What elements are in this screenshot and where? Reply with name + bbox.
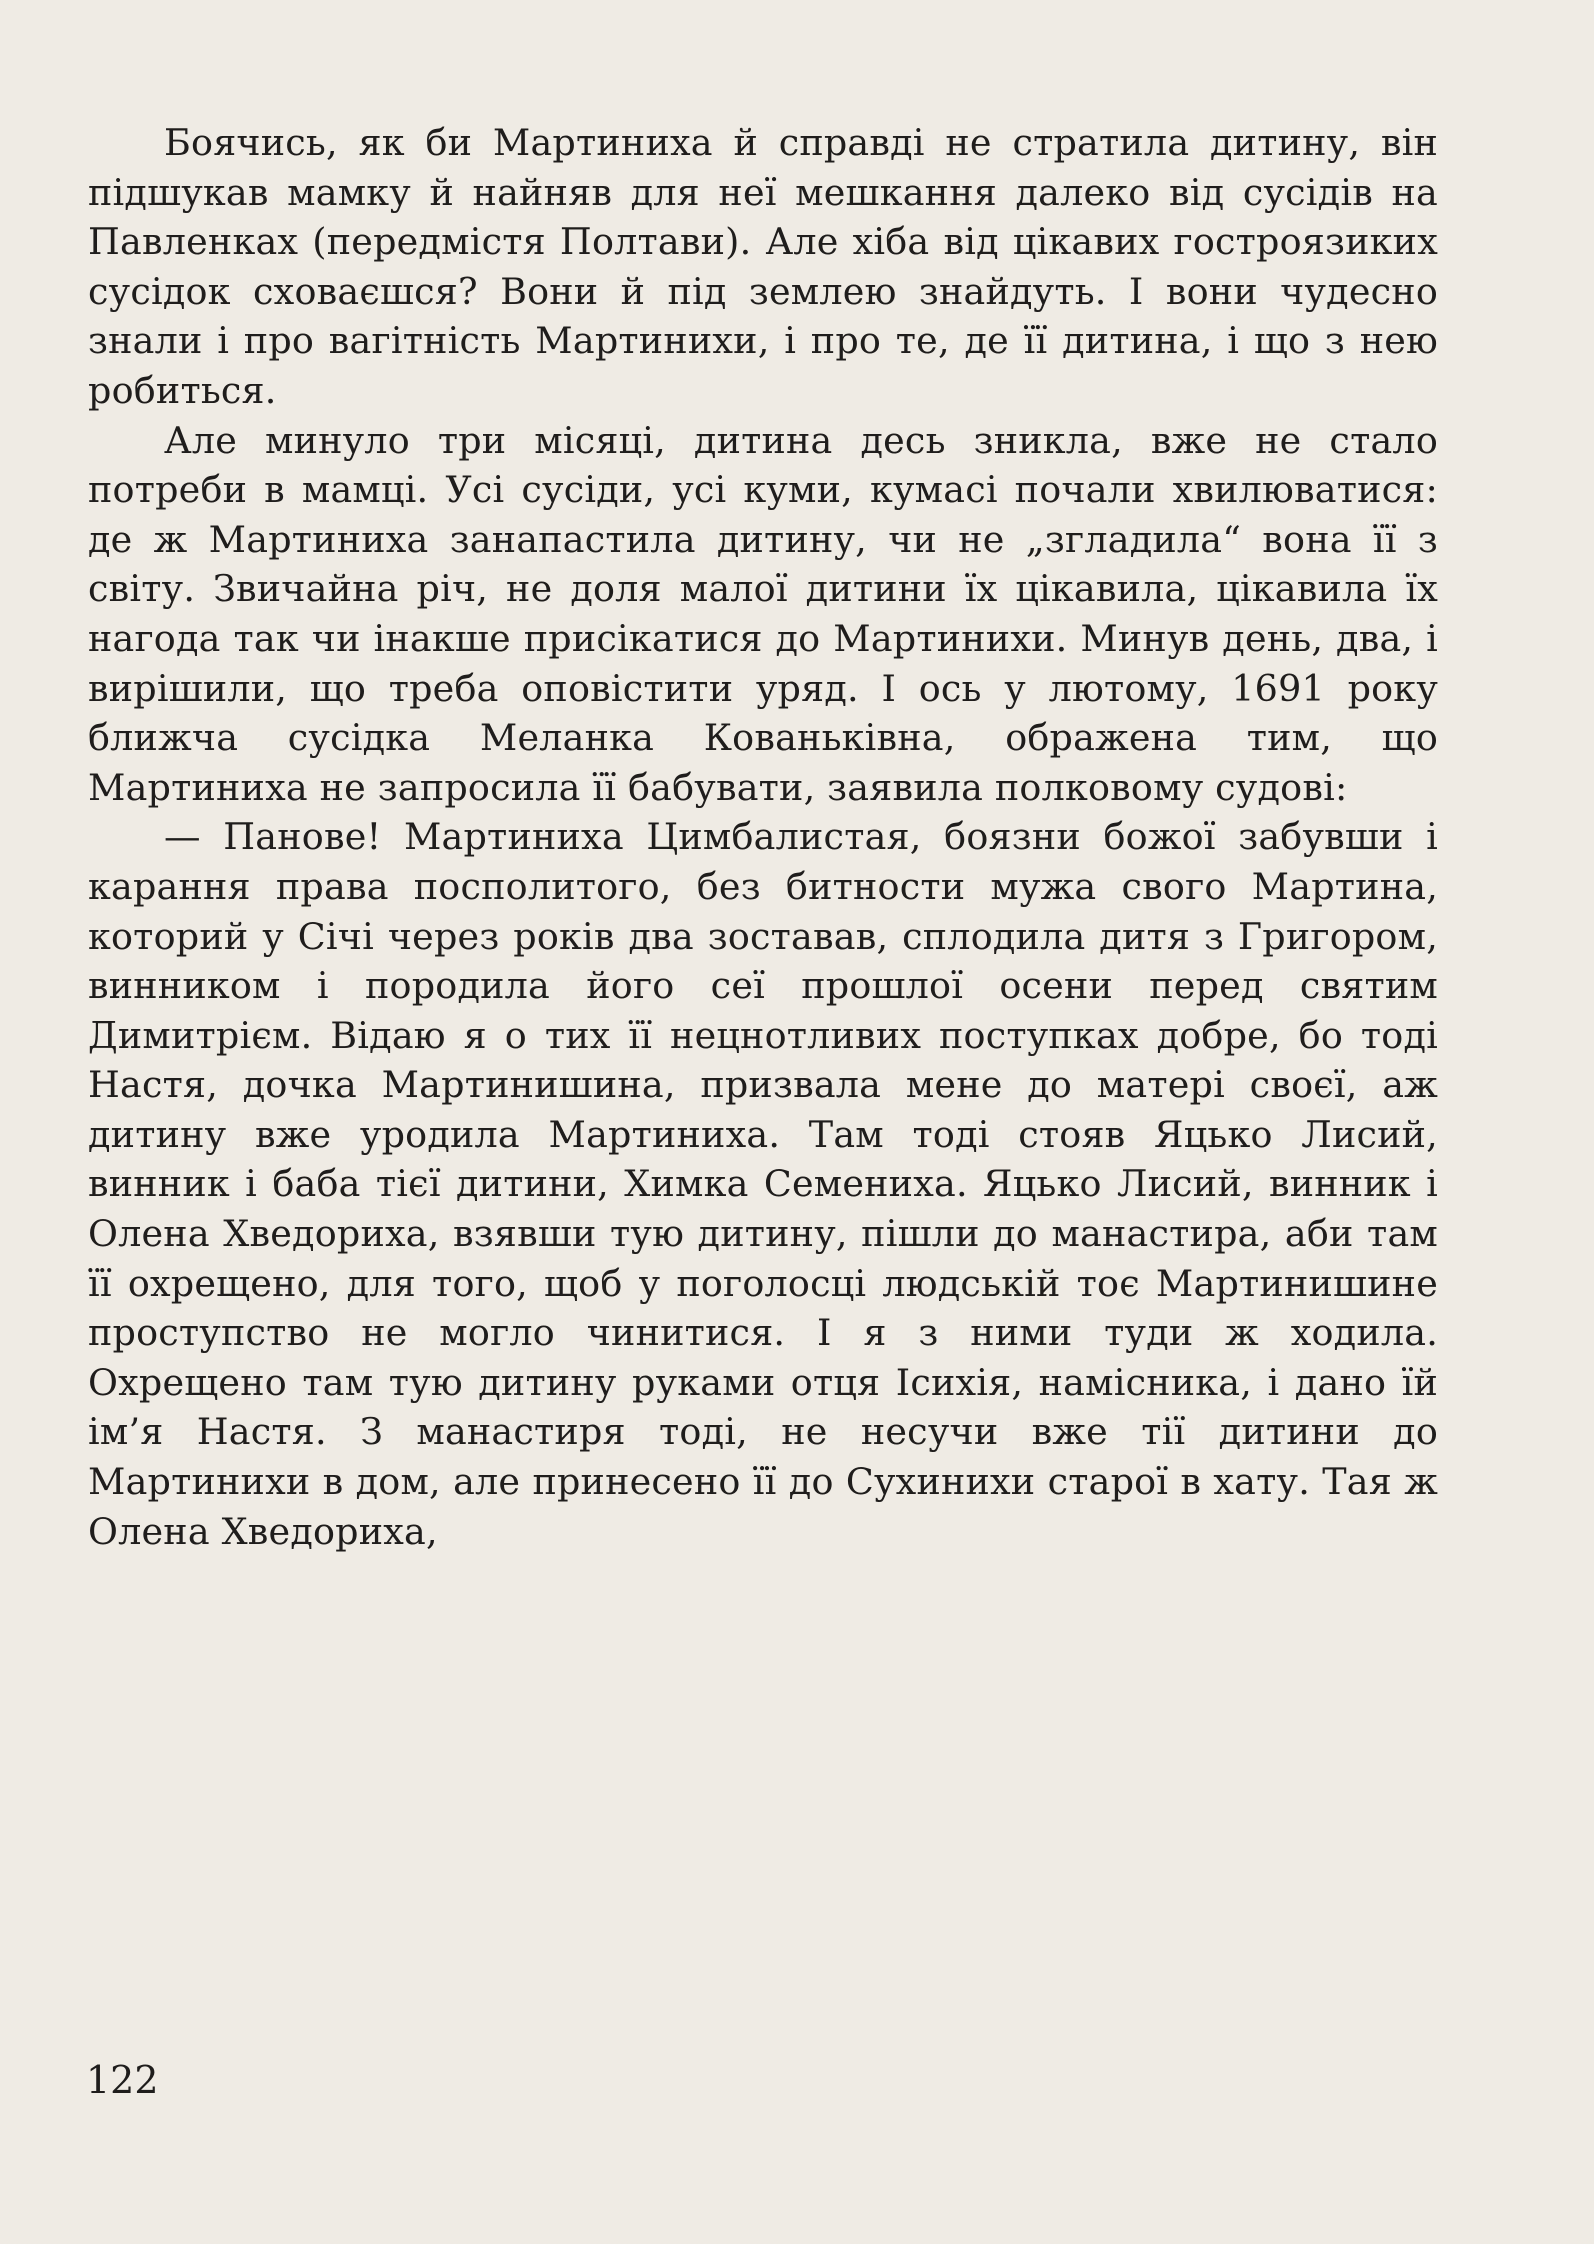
paragraph-1: Боячись, як би Мартиниха й справді не стратила дитину, він підшукав мамку й найняв для неї мешкання далеко від сусідів на Павленках (передмістя Полтави). Але хіба від цікавих гостроязиких сусідок сховаєшся? Вони й під землею знайдуть. І вони чудесно знали і про вагітність Мартинихи, і про те, де її дитина, і що з нею робиться. — [88, 121, 1438, 412]
paragraph-3: — Панове! Мартиниха Цимбалистая, боязни божої забувши і карання права посполитого, без битности мужа свого Мартина, которий у Січі через років два зоставав, сплодила дитя з Григором, винником і породила його сеї прошлої осени перед святим Димитрієм. Відаю я о тих її нецнотливих поступках добре, бо тоді Настя, дочка Мартинишина, призвала мене до матері своєї, аж дитину вже уродила Мартиниха. Там тоді стояв Яцько Лисий, винник і баба тієї дитини, Химка Семениха. Яцько Лисий, винник і Олена Хведориха, взявши тую дитину, пішли до манастира, аби там її охрещено, для того, щоб у поголосці людській тоє Мартинишине проступство не могло чинитися. І я з ними туди ж ходила. Охрещено там тую дитину руками отця Ісихія, намісника, і дано їй ім’я Настя. З манастиря тоді, не несучи вже тії дитини до Мартинихи в дом, але принесено її до Сухинихи старої в хату. Тая ж Олена Хведориха, — [88, 815, 1438, 1553]
body-text — [88, 118, 1438, 1556]
page-number: 122 — [86, 2058, 159, 2102]
paragraph-2: Але минуло три місяці, дитина десь зникла, вже не стало потреби в мамці. Усі сусіди, усі куми, кумасі почали хвилюватися: де ж Мартиниха занапастила дитину, чи не „згладила“ вона її з світу. Звичайна річ, не доля малої дитини їх цікавила, цікавила їх нагода так чи інакше присікатися до Мартинихи. Минув день, два, і вирішили, що треба оповістити уряд. І ось у лютому, 1691 року ближча сусідка Меланка Кованьківна, ображена тим, що Мартиниха не запросила її бабувати, заявила полковому судові: — [88, 418, 1438, 809]
